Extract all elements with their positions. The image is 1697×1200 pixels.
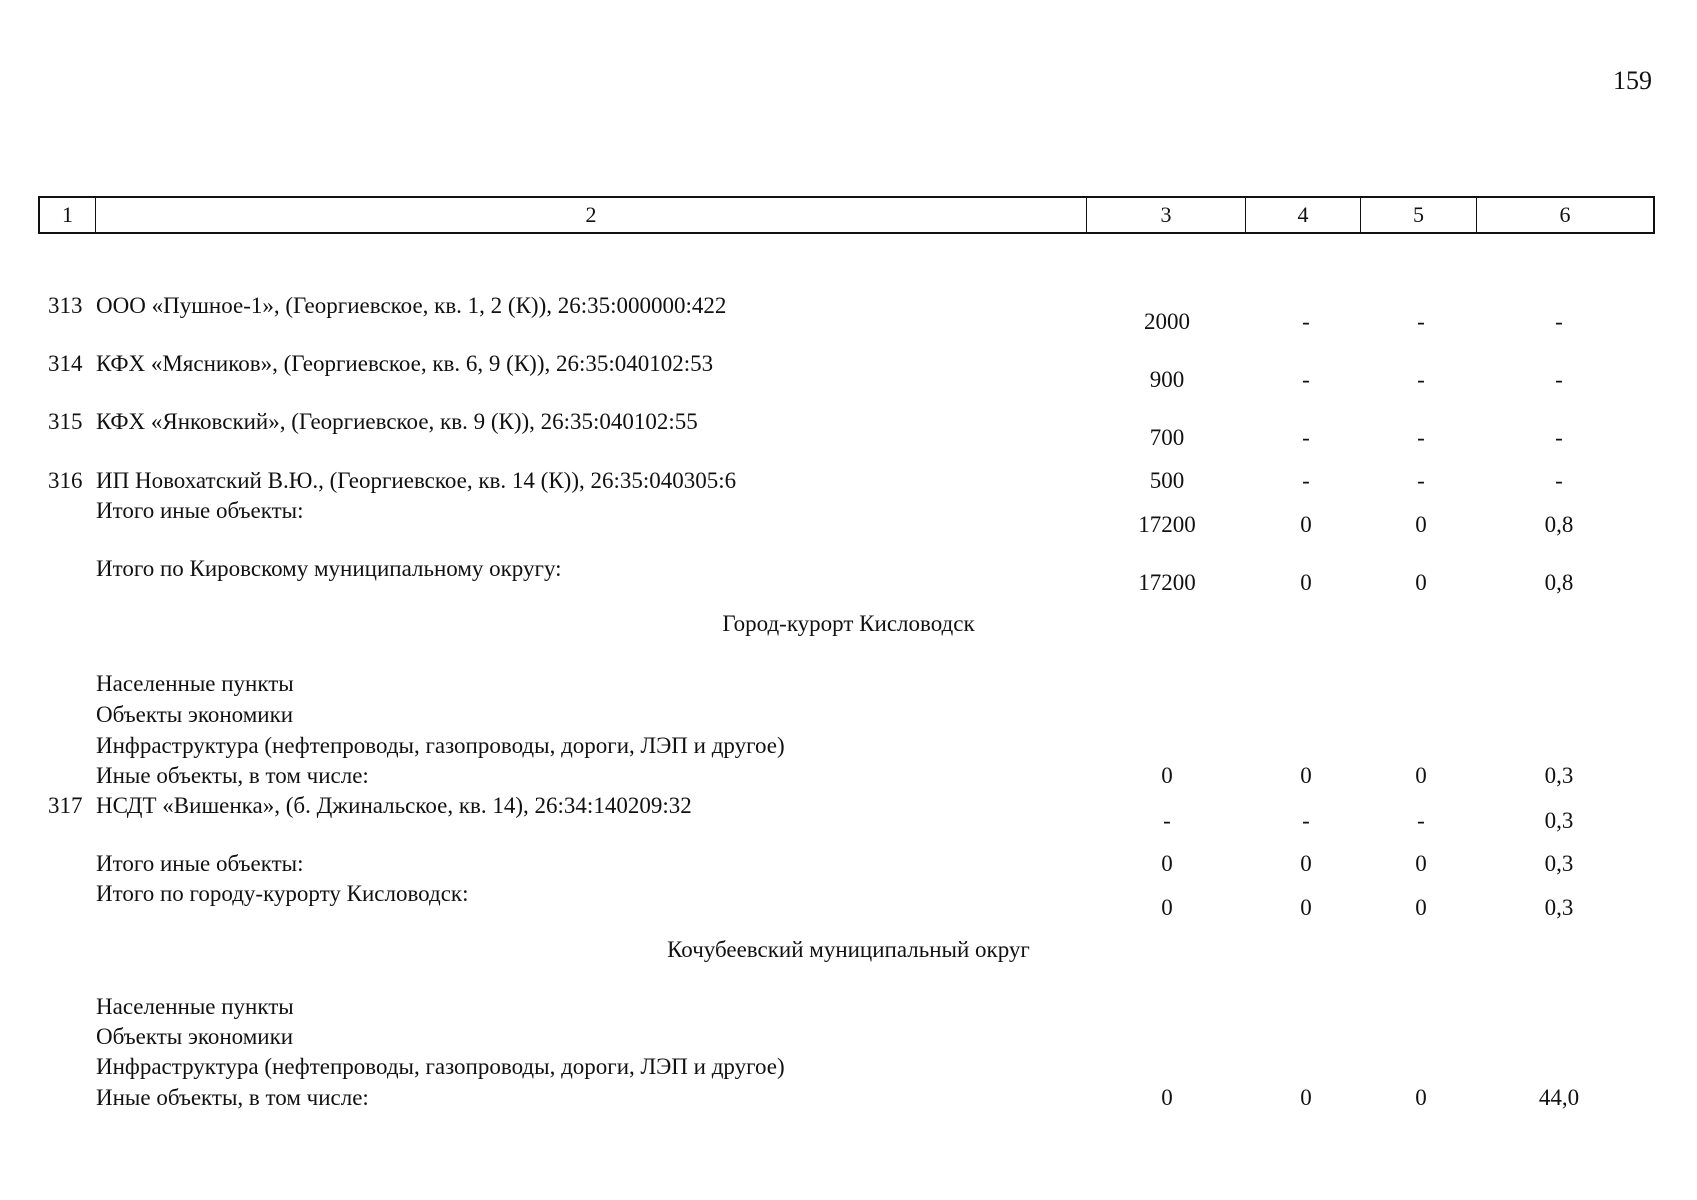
cell-col5: -	[1417, 468, 1425, 493]
cell-col5: 0	[1415, 763, 1427, 788]
cell-col4: -	[1302, 425, 1310, 450]
row-number: 314	[48, 351, 83, 376]
row-description: НСДТ «Вишенка», (б. Джинальское, кв. 14), 26:34:140209:32	[96, 793, 692, 818]
row-description: Иные объекты, в том числе:	[96, 763, 369, 788]
cell-col4: -	[1302, 808, 1310, 833]
cell-col5: -	[1417, 367, 1425, 392]
category-row	[0, 1023, 1697, 1053]
row-number: 317	[48, 793, 83, 818]
section-title-kislovodsk: Город-курорт Кисловодск	[722, 611, 975, 636]
total-row	[0, 555, 1697, 595]
column-header-3: 3	[1087, 198, 1246, 232]
column-header-1: 1	[40, 198, 96, 232]
cell-col6: -	[1555, 309, 1563, 334]
cell-col3: -	[1163, 808, 1171, 833]
cell-col3: 0	[1161, 895, 1173, 920]
row-number: 313	[48, 293, 83, 318]
table-row	[0, 467, 1697, 497]
row-description: КФХ «Янковский», (Георгиевское, кв. 9 (К)), 26:35:040102:55	[96, 409, 698, 434]
cell-col5: 0	[1415, 851, 1427, 876]
table-row	[0, 292, 1697, 334]
cell-col5: 0	[1415, 512, 1427, 537]
category-row	[0, 1053, 1697, 1083]
row-description: Инфраструктура (нефтепроводы, газопроводы, дороги, ЛЭП и другое)	[96, 733, 785, 758]
column-header-4: 4	[1246, 198, 1361, 232]
row-description: Итого иные объекты:	[96, 851, 304, 876]
row-description: Населенные пункты	[96, 671, 294, 696]
row-description: Инфраструктура (нефтепроводы, газопроводы, дороги, ЛЭП и другое)	[96, 1054, 785, 1079]
row-description: Объекты экономики	[96, 702, 294, 727]
row-number: 315	[48, 409, 83, 434]
cell-col4: 0	[1300, 851, 1312, 876]
cell-col5: 0	[1415, 570, 1427, 595]
subtotal-row	[0, 850, 1697, 880]
cell-col5: -	[1417, 808, 1425, 833]
row-description: КФХ «Мясников», (Георгиевское, кв. 6, 9 (К)), 26:35:040102:53	[96, 351, 714, 376]
cell-col6: -	[1555, 468, 1563, 493]
category-row	[0, 993, 1697, 1023]
cell-col6: 0,8	[1544, 512, 1574, 537]
row-description: ИП Новохатский В.Ю., (Георгиевское, кв. 14 (К)), 26:35:040305:6	[96, 468, 737, 493]
category-row	[0, 762, 1697, 792]
table-row	[0, 408, 1697, 450]
row-description: ООО «Пушное-1», (Георгиевское, кв. 1, 2 (К)), 26:35:000000:422	[96, 293, 727, 318]
cell-col4: 0	[1300, 895, 1312, 920]
category-row	[0, 670, 1697, 700]
cell-col3: 500	[1149, 468, 1185, 493]
row-number: 316	[48, 468, 83, 493]
row-description: Иные объекты, в том числе:	[96, 1085, 369, 1110]
cell-col4: 0	[1300, 512, 1312, 537]
row-description: Населенные пункты	[96, 994, 294, 1019]
cell-col4: 0	[1300, 570, 1312, 595]
row-description: Итого по Кировскому муниципальному округу:	[96, 556, 562, 581]
column-header-5: 5	[1361, 198, 1477, 232]
cell-col6: 0,3	[1544, 763, 1574, 788]
cell-col4: -	[1302, 309, 1310, 334]
category-row	[0, 701, 1697, 731]
column-header-2: 2	[96, 198, 1087, 232]
cell-col6: 0,8	[1544, 570, 1574, 595]
cell-col3: 900	[1149, 367, 1185, 392]
cell-col6: -	[1555, 367, 1563, 392]
cell-col6: 44,0	[1538, 1085, 1580, 1110]
cell-col6: 0,3	[1544, 895, 1574, 920]
row-description: Объекты экономики	[96, 1024, 294, 1049]
cell-col4: -	[1302, 468, 1310, 493]
category-row	[0, 1084, 1697, 1114]
cell-col3: 0	[1161, 851, 1173, 876]
cell-col4: 0	[1300, 763, 1312, 788]
category-row	[0, 732, 1697, 762]
column-header-6: 6	[1559, 202, 1571, 227]
cell-col4: 0	[1300, 1085, 1312, 1110]
page-number: 159	[1613, 66, 1652, 95]
cell-col5: -	[1417, 425, 1425, 450]
cell-col3: 0	[1161, 763, 1173, 788]
cell-col6: -	[1555, 425, 1563, 450]
cell-col3: 0	[1161, 1085, 1173, 1110]
cell-col6: 0,3	[1544, 851, 1574, 876]
cell-col5: -	[1417, 309, 1425, 334]
cell-col3: 17200	[1138, 570, 1196, 595]
table-row	[0, 792, 1697, 833]
cell-col5: 0	[1415, 1085, 1427, 1110]
column-header-row	[38, 196, 1655, 234]
subtotal-row	[0, 497, 1697, 537]
total-row	[0, 880, 1697, 920]
cell-col3: 17200	[1138, 512, 1196, 537]
cell-col5: 0	[1415, 895, 1427, 920]
cell-col4: -	[1302, 367, 1310, 392]
cell-col6: 0,3	[1544, 808, 1574, 833]
row-description: Итого по городу-курорту Кисловодск:	[96, 881, 469, 906]
row-description: Итого иные объекты:	[96, 498, 304, 523]
cell-col3: 2000	[1144, 309, 1190, 334]
cell-col3: 700	[1149, 425, 1185, 450]
table-row	[0, 350, 1697, 392]
section-title-kochubeevsky: Кочубеевский муниципальный округ	[667, 937, 1030, 962]
